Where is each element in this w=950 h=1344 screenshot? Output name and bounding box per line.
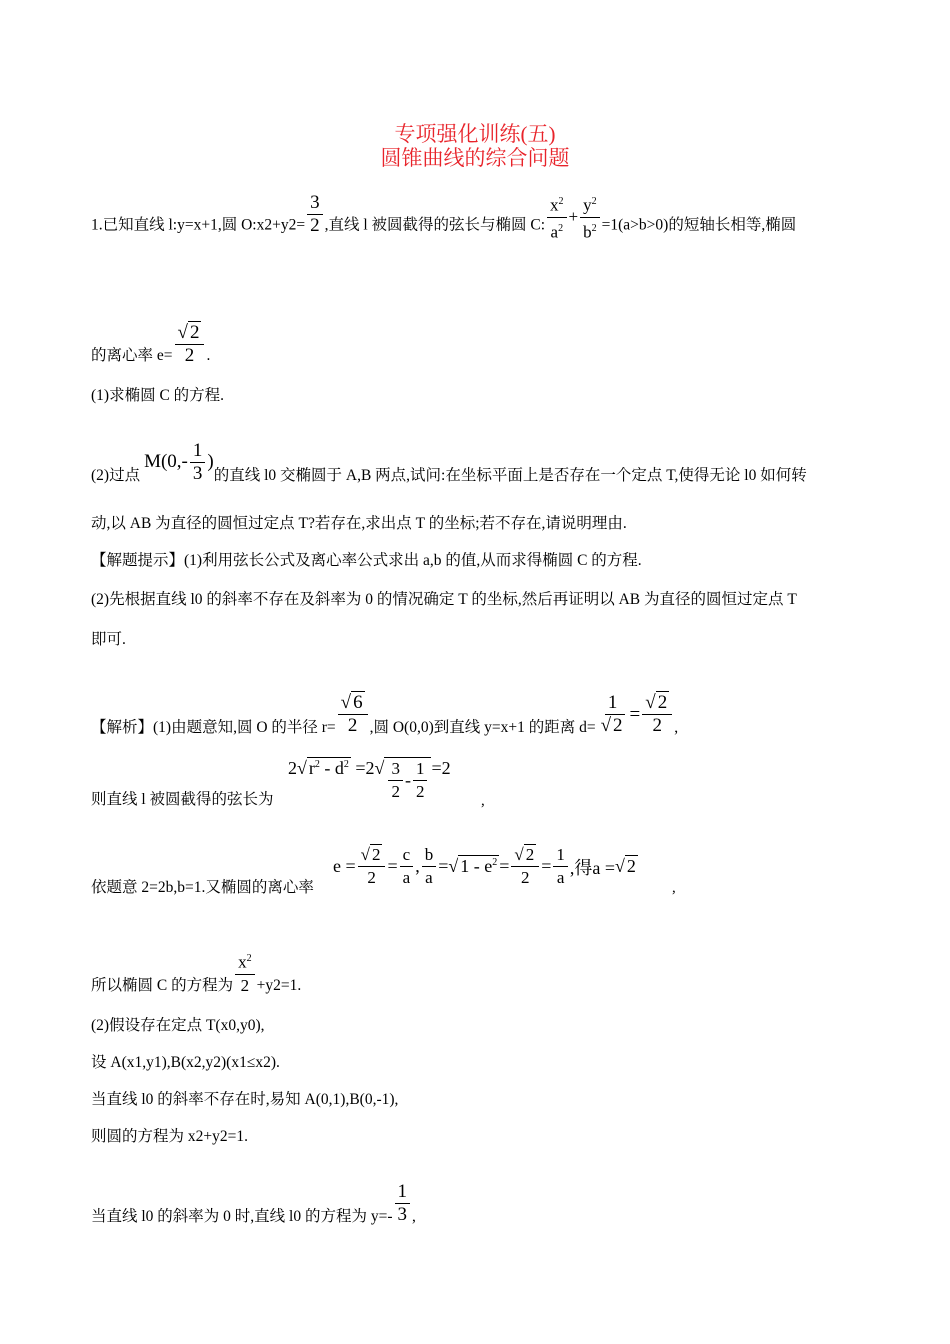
sol-line-9-text: 当直线 l0 的斜率为 0 时,直线 l0 的方程为 y=- [91,1208,393,1226]
q1-ecc-line [91,322,211,379]
sol-text-b: ,圆 O(0,0)到直线 y=x+1 的距离 d= [369,719,596,737]
radius-fraction: $\frac{√ 6}{2}$ [338,692,368,737]
sol-ellipse-line [91,952,302,1011]
ellipse-y-term: $\frac{y^2}{b^2}$ [580,191,600,243]
chord-label: 则直线 l 被圆截得的弦长为 [91,791,274,808]
sol-line-1: 【解析】(1)由题意知,圆 O 的半径 r= $\frac{√ 6}{2}$ ,圆 O(0,0)到直线 y=x+1 的距离 d= $\frac{1}{√ 2}$ = $\frac{√ 2}{2}$ , [91,692,679,737]
title-line-2: 圆锥曲线的综合问题 [380,146,570,170]
sol-line-6: 设 A(x1,y1),B(x2,y2)(x1≤x2). [91,1054,280,1071]
sub2-text-b: 的直线 l0 交椭圆于 A,B 两点,试问:在坐标平面上是否存在一个定点 T,使得无论 l0 如何转 [213,467,807,485]
ecc-end: . [206,347,211,365]
plus-sign: + [568,207,579,227]
point-m: M(0,- $\frac{1}{3}$ ) [144,440,214,484]
title-line-1: 专项强化训练(五) [394,122,556,146]
sub2-text-a: (2)过点 [91,467,141,485]
ecc-label: 的离心率 e= [91,347,173,365]
sol-ecc-line [91,878,314,898]
q1-sub1: (1)求椭圆 C 的方程. [91,387,225,404]
q1-line-1 [91,191,797,252]
ellipse-x-term: $\frac{x^2}{a^2}$ [547,191,567,243]
ecc-derivation-end: , [672,880,676,896]
q1-text-a: 1.已知直线 l:y=x+1,圆 O:x2+y2= [91,216,306,234]
ecc-derivation-label: 依题意 2=2b,b=1.又椭圆的离心率 [91,879,314,896]
sol-chord-line [91,790,274,810]
distance-fraction: $\frac{1}{√ 2}$ [600,692,623,736]
ecc-derivation-formula: e = $\frac{√ 2}{2}$ = $\frac{c}{a}$ , $\frac{b}{a}$ = √ $1 - e^2$ = $\frac{√ 2}{2}$ = $\frac{1}{a}$ ,得a = √ 2 [333,845,636,887]
ellipse-eq-fraction: $\frac{x^2}{2}$ [235,948,255,997]
hint-line-2: (2)先根据直线 l0 的斜率不存在及斜率为 0 的情况确定 T 的坐标,然后再证明以 AB 为直径的圆恒过定点 T [91,591,797,608]
sol-text-a: 【解析】(1)由题意知,圆 O 的半径 r= [91,719,336,737]
frac-three-halves: $\frac{3}{2}$ [307,192,323,237]
q1-sub2-line [91,440,807,499]
sol-line-5: (2)假设存在定点 T(x0,y0), [91,1017,265,1034]
sol-line-8: 则圆的方程为 x2+y2=1. [91,1128,248,1145]
ecc-fraction: $\frac{√ 2}{2}$ [175,322,205,367]
chord-formula: 2√ $r^2 - d^2 =2√$ $\frac{3}{2}$ - $\frac{1}{2}$ =2 [288,758,451,801]
ellipse-eq-tail: +y2=1. [256,976,302,994]
q1-text-c: =1(a>b>0)的短轴长相等,椭圆 [601,216,797,234]
hint-line-3: 即可. [91,631,126,648]
ellipse-eq-label: 所以椭圆 C 的方程为 [91,976,234,994]
q1-text-b: ,直线 l 被圆截得的弦长与椭圆 C: [324,216,546,234]
hint-line-1: 【解题提示】(1)利用弦长公式及离心率公式求出 a,b 的值,从而求得椭圆 C 的方程. [91,552,642,569]
sol-line-7: 当直线 l0 的斜率不存在时,易知 A(0,1),B(0,-1), [91,1091,399,1108]
slope-zero-fraction: $\frac{1}{3}$ [395,1181,411,1226]
sol-line-9: 当直线 l0 的斜率为 0 时,直线 l0 的方程为 y=- $\frac{1}{3}$ , [91,1181,416,1226]
q1-sub2-cont: 动,以 AB 为直径的圆恒过定点 T?若存在,求出点 T 的坐标;若不存在,请说明理由. [91,515,627,532]
chord-end: , [481,793,485,809]
distance-result-fraction: $\frac{√ 2}{2}$ [642,692,672,737]
